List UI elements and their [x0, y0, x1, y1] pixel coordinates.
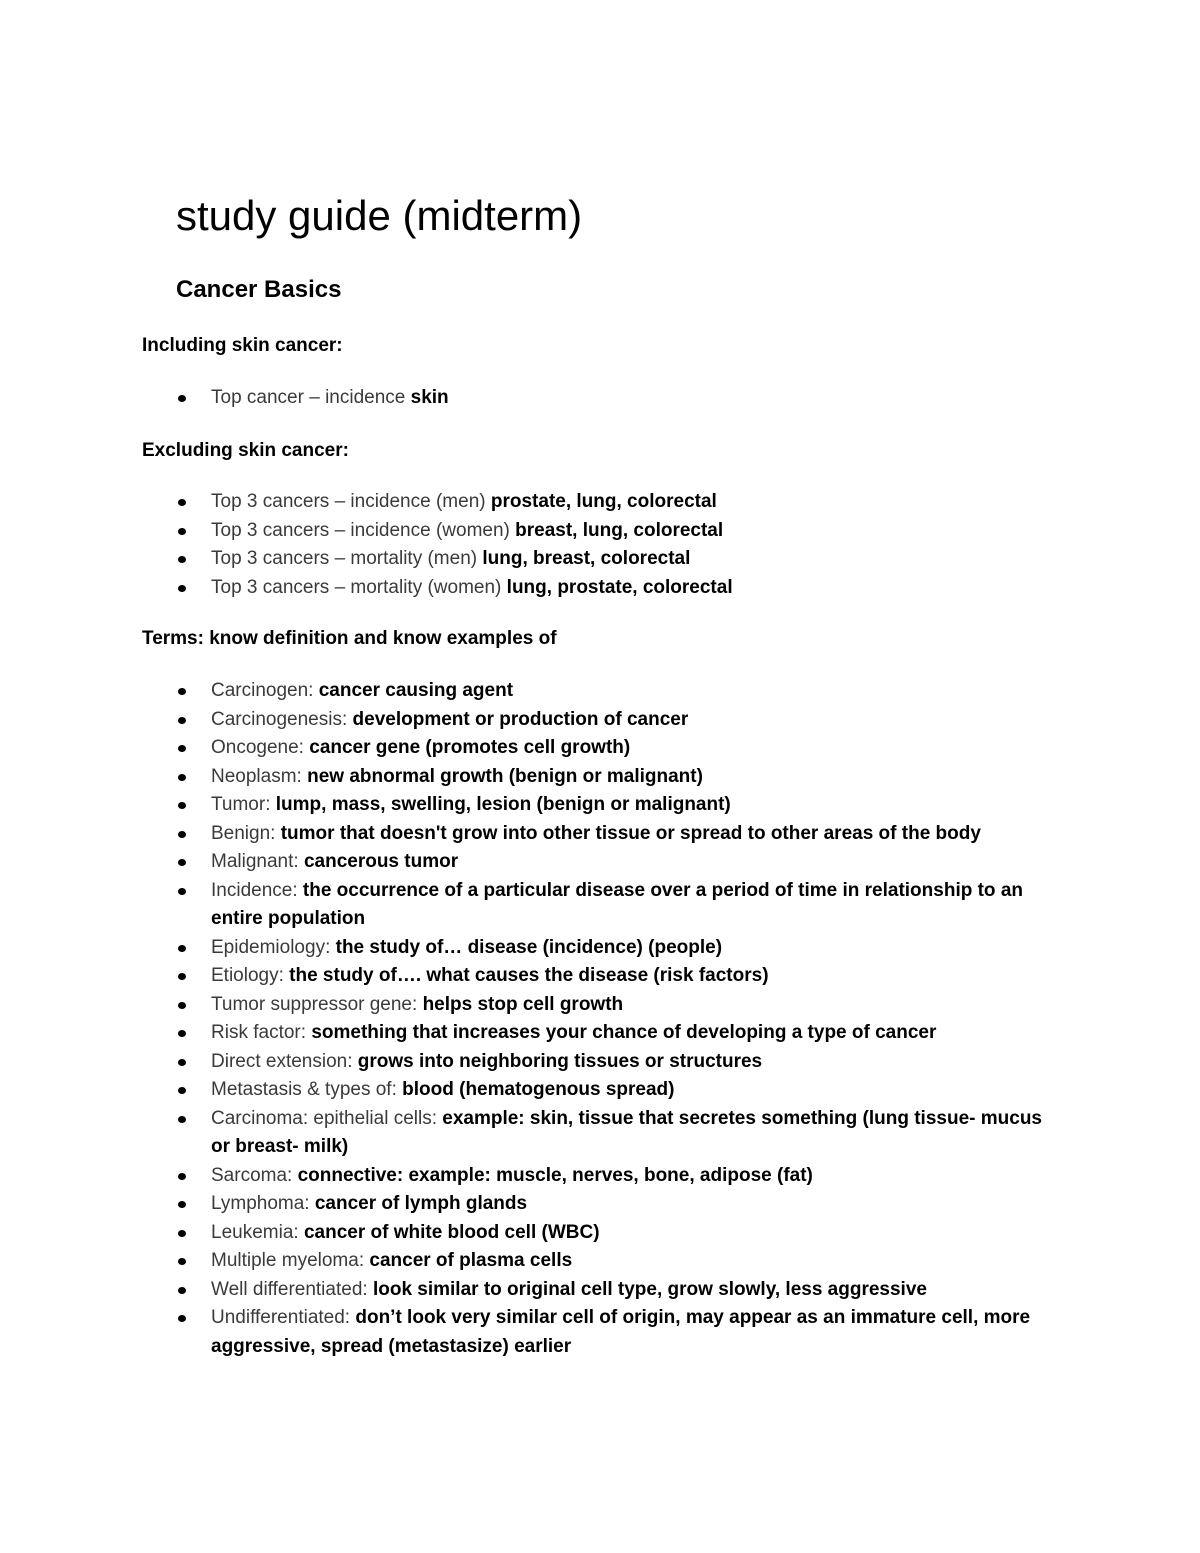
group-heading-excluding-skin: Excluding skin cancer: — [142, 440, 349, 461]
list-item — [0, 1276, 1051, 1305]
item-value: example: skin, tissue that secretes something (lung tissue- mucus or breast- milk) — [211, 1107, 1042, 1157]
item-value: the occurrence of a particular disease over a period of time in relationship to an entire population — [211, 879, 1023, 929]
list-item — [0, 1219, 1051, 1248]
item-label: Top cancer – incidence — [211, 387, 411, 408]
bullet-icon — [178, 1116, 186, 1123]
item-value: cancer of lymph glands — [314, 1193, 528, 1214]
list-item — [0, 1190, 1051, 1219]
document-title: study guide (midterm) — [176, 192, 583, 239]
bullet-icon — [178, 395, 186, 402]
item-value: prostate, lung, colorectal — [490, 491, 717, 512]
bullet-icon — [178, 1230, 186, 1237]
item-value: the study of…. what causes the disease (risk factors) — [289, 965, 769, 986]
bullet-icon — [178, 945, 186, 952]
item-label: Risk factor: — [211, 1022, 312, 1043]
item-label: Malignant: — [211, 851, 304, 872]
list-excluding-skin — [0, 488, 1051, 602]
bullet-icon — [178, 774, 186, 781]
group-heading-terms: Terms: know definition and know examples of — [142, 628, 557, 649]
bullet-icon — [178, 1087, 186, 1094]
bullet-icon — [178, 802, 186, 809]
bullet-icon — [178, 1201, 186, 1208]
group-heading-including-skin: Including skin cancer: — [142, 335, 343, 356]
bullet-icon — [178, 1287, 186, 1294]
item-value: cancer gene (promotes cell growth) — [309, 737, 631, 758]
bullet-icon — [178, 831, 186, 838]
item-value: cancer causing agent — [318, 680, 514, 701]
bullet-icon — [178, 499, 186, 506]
item-label: Incidence: — [211, 879, 303, 901]
item-label: Metastasis & types of: — [211, 1079, 403, 1100]
item-label: Carcinogenesis: — [211, 708, 353, 730]
list-item — [0, 1247, 1051, 1276]
item-label: Direct extension: — [211, 1050, 358, 1072]
item-label: Etiology: — [211, 965, 290, 986]
item-value: something that increases your chance of developing a type of cancer — [311, 1022, 937, 1043]
list-item — [0, 1076, 1051, 1105]
item-value: connective: example: muscle, nerves, bone, adipose (fat) — [297, 1164, 813, 1186]
section-heading: Cancer Basics — [176, 276, 342, 303]
item-label: Tumor: — [211, 794, 276, 815]
item-label: Leukemia: — [211, 1221, 304, 1243]
list-item — [0, 574, 1051, 603]
bullet-icon — [178, 745, 186, 752]
item-label: Sarcoma: — [211, 1164, 298, 1186]
item-value: skin — [410, 387, 449, 408]
bullet-icon — [178, 1030, 186, 1037]
list-item — [0, 1105, 1051, 1162]
list-item — [0, 677, 1051, 706]
item-label: Neoplasm: — [211, 765, 308, 787]
list-item — [0, 763, 1051, 792]
bullet-icon — [178, 688, 186, 695]
item-value: lump, mass, swelling, lesion (benign or malignant) — [275, 794, 731, 815]
bullet-icon — [178, 973, 186, 980]
bullet-icon — [178, 717, 186, 724]
item-label: Lymphoma: — [211, 1193, 315, 1214]
list-including-skin — [0, 384, 1051, 413]
item-value: don’t look very similar cell of origin, may appear as an immature cell, more aggressive, spread (metastasize) earlier — [211, 1307, 1031, 1357]
list-item — [0, 791, 1051, 820]
bullet-icon — [178, 859, 186, 866]
list-item — [0, 848, 1051, 877]
item-value: blood (hematogenous spread) — [402, 1079, 675, 1100]
item-label: Epidemiology: — [211, 936, 336, 958]
item-label: Undifferentiated: — [211, 1307, 356, 1328]
bullet-icon — [178, 528, 186, 535]
list-terms — [0, 677, 1051, 1361]
list-item — [0, 1162, 1051, 1191]
list-item — [0, 991, 1051, 1020]
item-label: Oncogene: — [211, 737, 310, 758]
list-item — [0, 734, 1051, 763]
item-value: lung, breast, colorectal — [482, 548, 691, 569]
list-item — [0, 1048, 1051, 1077]
item-value: look similar to original cell type, grow slowly, less aggressive — [372, 1278, 927, 1300]
item-value: cancer of white blood cell (WBC) — [303, 1221, 600, 1243]
list-item — [0, 488, 1051, 517]
bullet-icon — [178, 888, 186, 895]
item-label: Well differentiated: — [211, 1278, 373, 1300]
item-value: cancer of plasma cells — [369, 1250, 573, 1271]
list-item — [0, 820, 1051, 849]
item-label: Benign: — [211, 822, 281, 844]
item-value: lung, prostate, colorectal — [506, 576, 733, 598]
item-label: Top 3 cancers – mortality (women) — [211, 576, 507, 598]
bullet-icon — [178, 585, 186, 592]
item-label: Top 3 cancers – mortality (men) — [211, 548, 483, 569]
item-value: helps stop cell growth — [422, 993, 624, 1015]
item-value: tumor that doesn't grow into other tissue or spread to other areas of the body — [280, 822, 981, 844]
bullet-icon — [178, 1059, 186, 1066]
item-label: Multiple myeloma: — [211, 1250, 370, 1271]
item-label: Top 3 cancers – incidence (men) — [211, 491, 491, 512]
item-label: Carcinogen: — [211, 680, 319, 701]
item-value: new abnormal growth (benign or malignant) — [307, 765, 703, 787]
list-item — [0, 517, 1051, 546]
item-label: Top 3 cancers – incidence (women) — [211, 519, 516, 541]
item-value: the study of… disease (incidence) (people) — [335, 936, 723, 958]
bullet-icon — [178, 1173, 186, 1180]
list-item — [0, 962, 1051, 991]
list-item — [0, 934, 1051, 963]
bullet-icon — [178, 1258, 186, 1265]
list-item — [0, 706, 1051, 735]
list-item — [0, 1304, 1051, 1361]
item-value: grows into neighboring tissues or structures — [357, 1050, 763, 1072]
list-item — [0, 877, 1051, 934]
item-value: cancerous tumor — [303, 851, 459, 872]
list-item — [0, 384, 1051, 413]
item-value: development or production of cancer — [352, 708, 689, 730]
list-item — [0, 545, 1051, 574]
item-label: Carcinoma: epithelial cells: — [211, 1107, 443, 1129]
bullet-icon — [178, 1002, 186, 1009]
item-value: breast, lung, colorectal — [515, 519, 724, 541]
bullet-icon — [178, 1315, 186, 1322]
list-item — [0, 1019, 1051, 1048]
item-label: Tumor suppressor gene: — [211, 993, 423, 1015]
bullet-icon — [178, 556, 186, 563]
